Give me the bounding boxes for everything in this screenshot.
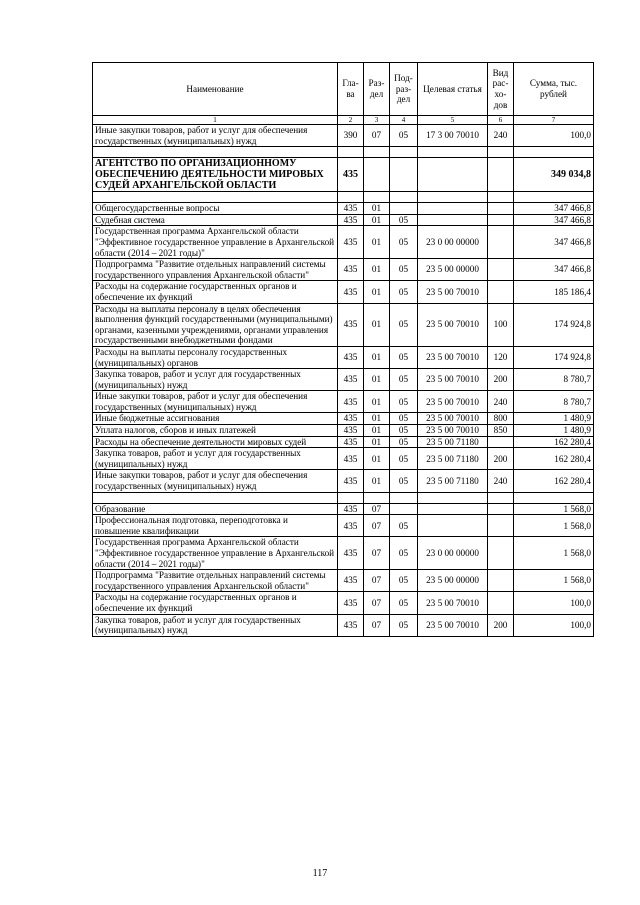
target-cell: 23 5 00 70010	[418, 614, 488, 636]
empty-cell	[93, 147, 338, 158]
section-cell: 01	[364, 259, 390, 281]
row-name-cell: Образование	[93, 503, 338, 515]
expense-type-cell	[488, 436, 514, 448]
chapter-cell: 435	[338, 614, 364, 636]
column-number-row	[93, 116, 594, 125]
spacer-row	[93, 192, 594, 203]
target-cell	[418, 503, 488, 515]
table-body	[93, 125, 594, 637]
row-name-cell: Подпрограмма "Развитие отдельных направлений системы государственного управления Архангельской области"	[93, 259, 338, 281]
row-name-cell: Подпрограмма "Развитие отдельных направлений системы государственного управления Архангельской области"	[93, 570, 338, 592]
chapter-cell: 390	[338, 125, 364, 147]
empty-cell	[93, 492, 338, 503]
column-number: 6	[488, 116, 514, 125]
empty-cell	[364, 147, 390, 158]
section-cell: 07	[364, 570, 390, 592]
empty-cell	[364, 492, 390, 503]
empty-cell	[338, 192, 364, 203]
table-row	[93, 369, 594, 391]
expense-type-cell: 200	[488, 614, 514, 636]
target-cell: 23 5 00 70010	[418, 592, 488, 614]
row-name-cell: Расходы на обеспечение деятельности мировых судей	[93, 436, 338, 448]
empty-cell	[488, 492, 514, 503]
table-row	[93, 214, 594, 226]
header-amount: Сумма, тыс. рублей	[514, 63, 594, 116]
spacer-row	[93, 492, 594, 503]
section-cell: 07	[364, 592, 390, 614]
amount-cell: 1 568,0	[514, 570, 594, 592]
table-row	[93, 448, 594, 470]
target-cell: 23 5 00 70010	[418, 346, 488, 368]
target-cell	[418, 203, 488, 215]
chapter-cell: 435	[338, 436, 364, 448]
chapter-cell: 435	[338, 226, 364, 259]
header-section: Раз-дел	[364, 63, 390, 116]
row-name-cell: Иные бюджетные ассигнования	[93, 413, 338, 425]
header-name: Наименование	[93, 63, 338, 116]
empty-cell	[488, 147, 514, 158]
target-cell: 23 5 00 70010	[418, 369, 488, 391]
chapter-cell: 435	[338, 303, 364, 346]
row-name-cell: Расходы на выплаты персоналу государственных (муниципальных) органов	[93, 346, 338, 368]
table-row	[93, 226, 594, 259]
section-cell: 07	[364, 515, 390, 537]
target-cell: 23 5 00 70010	[418, 303, 488, 346]
subsection-cell: 05	[390, 515, 418, 537]
target-cell	[418, 515, 488, 537]
row-name-cell: Общегосударственные вопросы	[93, 203, 338, 215]
chapter-cell: 435	[338, 503, 364, 515]
chapter-cell: 435	[338, 281, 364, 303]
section-cell: 01	[364, 281, 390, 303]
amount-cell: 347 466,8	[514, 226, 594, 259]
subsection-cell: 05	[390, 226, 418, 259]
chapter-cell: 435	[338, 203, 364, 215]
amount-cell: 1 568,0	[514, 515, 594, 537]
column-number: 2	[338, 116, 364, 125]
table-row	[93, 346, 594, 368]
section-cell: 07	[364, 503, 390, 515]
table-row	[93, 303, 594, 346]
table-row	[93, 592, 594, 614]
expense-type-cell: 240	[488, 391, 514, 413]
chapter-cell: 435	[338, 425, 364, 437]
page-number: 117	[312, 868, 328, 879]
target-cell: 23 5 00 00000	[418, 259, 488, 281]
amount-cell: 100,0	[514, 614, 594, 636]
expense-type-cell	[488, 592, 514, 614]
table-row	[93, 125, 594, 147]
row-name-cell: Расходы на выплаты персоналу в целях обеспечения выполнения функций государственными (муниципальными) органами, казенными учреждениями, органами управления государственными внебюджетными фондами	[93, 303, 338, 346]
header-expense-type: Вид рас-хо-дов	[488, 63, 514, 116]
target-cell: 23 0 00 00000	[418, 537, 488, 570]
subsection-cell: 05	[390, 570, 418, 592]
chapter-cell: 435	[338, 158, 364, 192]
section-cell: 01	[364, 391, 390, 413]
table-row	[93, 537, 594, 570]
subsection-cell: 05	[390, 436, 418, 448]
chapter-cell: 435	[338, 214, 364, 226]
section-cell: 01	[364, 346, 390, 368]
amount-cell: 1 480,9	[514, 425, 594, 437]
subsection-cell: 05	[390, 259, 418, 281]
row-name-cell: Расходы на содержание государственных органов и обеспечение их функций	[93, 281, 338, 303]
subsection-cell: 05	[390, 369, 418, 391]
target-cell: 23 5 00 70010	[418, 281, 488, 303]
expense-type-cell	[488, 226, 514, 259]
chapter-cell: 435	[338, 391, 364, 413]
table-row	[93, 570, 594, 592]
table-row	[93, 425, 594, 437]
expense-type-cell: 240	[488, 470, 514, 492]
row-name-cell: Закупка товаров, работ и услуг для государственных (муниципальных) нужд	[93, 369, 338, 391]
amount-cell: 349 034,8	[514, 158, 594, 192]
section-cell: 01	[364, 303, 390, 346]
subsection-cell: 05	[390, 592, 418, 614]
subsection-cell: 05	[390, 214, 418, 226]
target-cell: 23 5 00 00000	[418, 570, 488, 592]
table-row	[93, 259, 594, 281]
expense-type-cell	[488, 158, 514, 192]
chapter-cell: 435	[338, 346, 364, 368]
expense-type-cell	[488, 537, 514, 570]
subsection-cell: 05	[390, 391, 418, 413]
section-cell: 01	[364, 203, 390, 215]
target-cell: 23 5 00 70010	[418, 425, 488, 437]
section-cell: 07	[364, 125, 390, 147]
column-number: 7	[514, 116, 594, 125]
expense-type-cell	[488, 515, 514, 537]
empty-cell	[390, 192, 418, 203]
column-number: 3	[364, 116, 390, 125]
chapter-cell: 435	[338, 570, 364, 592]
expense-type-cell: 120	[488, 346, 514, 368]
header-subsection: Под-раз-дел	[390, 63, 418, 116]
budget-table	[92, 62, 594, 637]
chapter-cell: 435	[338, 470, 364, 492]
row-name-cell: Иные закупки товаров, работ и услуг для обеспечения государственных (муниципальных) нужд	[93, 391, 338, 413]
amount-cell: 347 466,8	[514, 203, 594, 215]
section-cell	[364, 158, 390, 192]
chapter-cell: 435	[338, 515, 364, 537]
amount-cell: 1 480,9	[514, 413, 594, 425]
table-row	[93, 503, 594, 515]
amount-cell: 100,0	[514, 125, 594, 147]
column-number: 5	[418, 116, 488, 125]
table-row	[93, 203, 594, 215]
target-cell: 23 5 00 71180	[418, 470, 488, 492]
table-row	[93, 614, 594, 636]
chapter-cell: 435	[338, 448, 364, 470]
header-target: Целевая статья	[418, 63, 488, 116]
expense-type-cell	[488, 203, 514, 215]
section-cell: 07	[364, 537, 390, 570]
target-cell: 23 0 00 00000	[418, 226, 488, 259]
empty-cell	[418, 492, 488, 503]
subsection-cell: 05	[390, 346, 418, 368]
amount-cell: 162 280,4	[514, 470, 594, 492]
subsection-cell: 05	[390, 537, 418, 570]
section-cell: 01	[364, 436, 390, 448]
table-row	[93, 391, 594, 413]
amount-cell: 162 280,4	[514, 448, 594, 470]
row-name-cell: Расходы на содержание государственных органов и обеспечение их функций	[93, 592, 338, 614]
chapter-cell: 435	[338, 592, 364, 614]
table-header-row	[93, 63, 594, 116]
expense-type-cell	[488, 214, 514, 226]
row-name-cell: Государственная программа Архангельской области "Эффективное государственное управление в Архангельской области (2014 – 2021 годы)"	[93, 537, 338, 570]
row-name-cell: Иные закупки товаров, работ и услуг для обеспечения государственных (муниципальных) нужд	[93, 470, 338, 492]
table-row	[93, 470, 594, 492]
expense-type-cell: 200	[488, 448, 514, 470]
section-cell: 07	[364, 614, 390, 636]
section-cell: 01	[364, 369, 390, 391]
chapter-cell: 435	[338, 259, 364, 281]
column-number: 4	[390, 116, 418, 125]
subsection-cell: 05	[390, 448, 418, 470]
empty-cell	[390, 147, 418, 158]
amount-cell: 1 568,0	[514, 537, 594, 570]
section-cell: 01	[364, 425, 390, 437]
header-chapter: Гла-ва	[338, 63, 364, 116]
row-name-cell: Профессиональная подготовка, переподготовка и повышение квалификации	[93, 515, 338, 537]
amount-cell: 100,0	[514, 592, 594, 614]
target-cell: 23 5 00 70010	[418, 413, 488, 425]
subsection-cell	[390, 203, 418, 215]
subsection-cell: 05	[390, 470, 418, 492]
row-name-cell: Уплата налогов, сборов и иных платежей	[93, 425, 338, 437]
amount-cell: 174 924,8	[514, 346, 594, 368]
empty-cell	[364, 192, 390, 203]
subsection-cell: 05	[390, 425, 418, 437]
target-cell	[418, 214, 488, 226]
section-cell: 01	[364, 448, 390, 470]
amount-cell: 185 186,4	[514, 281, 594, 303]
section-cell: 01	[364, 413, 390, 425]
empty-cell	[338, 147, 364, 158]
target-cell: 23 5 00 70010	[418, 391, 488, 413]
target-cell: 23 5 00 71180	[418, 448, 488, 470]
expense-type-cell	[488, 570, 514, 592]
column-number: 1	[93, 116, 338, 125]
subsection-cell	[390, 158, 418, 192]
empty-cell	[514, 192, 594, 203]
empty-cell	[488, 192, 514, 203]
empty-cell	[338, 492, 364, 503]
amount-cell: 162 280,4	[514, 436, 594, 448]
table-row	[93, 515, 594, 537]
empty-cell	[390, 492, 418, 503]
expense-type-cell: 200	[488, 369, 514, 391]
row-name-cell: Судебная система	[93, 214, 338, 226]
subsection-cell: 05	[390, 125, 418, 147]
row-name-cell: Закупка товаров, работ и услуг для государственных (муниципальных) нужд	[93, 448, 338, 470]
amount-cell: 8 780,7	[514, 391, 594, 413]
target-cell: 23 5 00 71180	[418, 436, 488, 448]
subsection-cell: 05	[390, 614, 418, 636]
chapter-cell: 435	[338, 369, 364, 391]
expense-type-cell	[488, 259, 514, 281]
amount-cell: 347 466,8	[514, 214, 594, 226]
amount-cell: 347 466,8	[514, 259, 594, 281]
expense-type-cell: 100	[488, 303, 514, 346]
empty-cell	[93, 192, 338, 203]
amount-cell: 1 568,0	[514, 503, 594, 515]
expense-type-cell: 800	[488, 413, 514, 425]
agency-row	[93, 158, 594, 192]
table-row	[93, 436, 594, 448]
section-cell: 01	[364, 214, 390, 226]
empty-cell	[418, 147, 488, 158]
empty-cell	[514, 492, 594, 503]
row-name-cell: АГЕНТСТВО ПО ОРГАНИЗАЦИОННОМУ ОБЕСПЕЧЕНИЮ ДЕЯТЕЛЬНОСТИ МИРОВЫХ СУДЕЙ АРХАНГЕЛЬСКОЙ ОБЛАСТИ	[93, 158, 338, 192]
subsection-cell: 05	[390, 303, 418, 346]
empty-cell	[514, 147, 594, 158]
empty-cell	[418, 192, 488, 203]
section-cell: 01	[364, 226, 390, 259]
subsection-cell: 05	[390, 281, 418, 303]
row-name-cell: Государственная программа Архангельской области "Эффективное государственное управление в Архангельской области (2014 – 2021 годы)"	[93, 226, 338, 259]
expense-type-cell: 850	[488, 425, 514, 437]
expense-type-cell: 240	[488, 125, 514, 147]
expense-type-cell	[488, 281, 514, 303]
section-cell: 01	[364, 470, 390, 492]
amount-cell: 174 924,8	[514, 303, 594, 346]
chapter-cell: 435	[338, 537, 364, 570]
amount-cell: 8 780,7	[514, 369, 594, 391]
target-cell: 17 3 00 70010	[418, 125, 488, 147]
expense-type-cell	[488, 503, 514, 515]
spacer-row	[93, 147, 594, 158]
row-name-cell: Закупка товаров, работ и услуг для государственных (муниципальных) нужд	[93, 614, 338, 636]
table-row	[93, 413, 594, 425]
table-row	[93, 281, 594, 303]
chapter-cell: 435	[338, 413, 364, 425]
subsection-cell	[390, 503, 418, 515]
subsection-cell: 05	[390, 413, 418, 425]
target-cell	[418, 158, 488, 192]
row-name-cell: Иные закупки товаров, работ и услуг для обеспечения государственных (муниципальных) нужд	[93, 125, 338, 147]
